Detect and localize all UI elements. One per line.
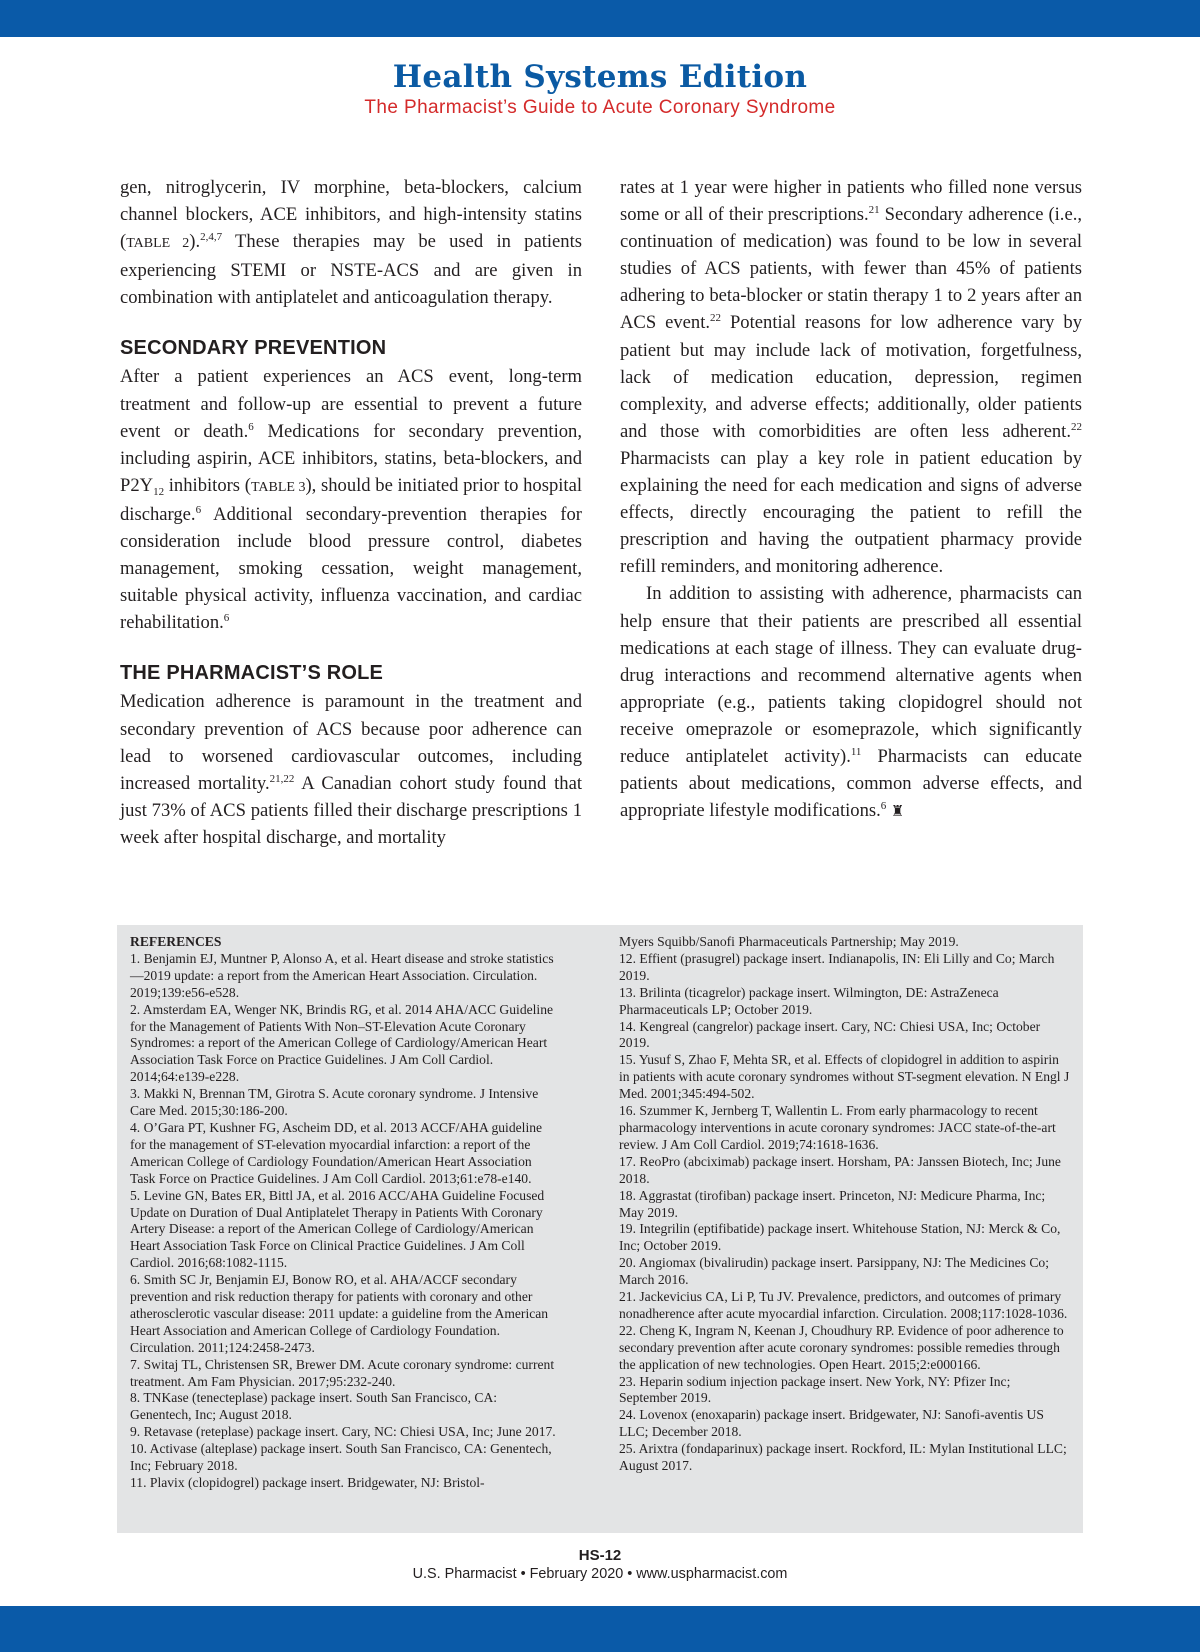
citation: 6 bbox=[223, 612, 230, 625]
pharmacist-actions-paragraph: In addition to assisting with adherence, pharmacists can help ensure that their patients are prescribed all essential medications at each stage of illness. They can evaluate drug-drug interactions and recommend alternative agents when appropriate (e.g., patients taking clopidogrel should not receive omeprazole or esomeprazole, which significantly reduce antiplatelet activity).$^{11}$ Pharmacists can educate patients about medications, common adverse effects, and appropriate lifestyle modifications.$^6$ ♜ bbox=[620, 583, 1083, 822]
reference-item: 21. Jackevicius CA, Li P, Tu JV. Prevalence, predictors, and outcomes of primary nonadherence after acute myocardial infarction. Circulation. 2008;117:1028-1036. bbox=[619, 1289, 1068, 1321]
references-right-column bbox=[619, 934, 1071, 1475]
reference-item: 13. Brilinta (ticagrelor) package insert. Wilmington, DE: AstraZeneca Pharmaceuticals LP; October 2019. bbox=[619, 984, 999, 1017]
reference-item: 19. Integrilin (eptifibatide) package insert. Whitehouse Station, NJ: Merck & Co, Inc; October 2019. bbox=[619, 1221, 1061, 1254]
reference-item: 7. Switaj TL, Christensen SR, Brewer DM. Acute coronary syndrome: current treatment. Am Fam Physician. 2017;95:232-240. bbox=[130, 1356, 555, 1389]
citation: 11 bbox=[850, 745, 862, 758]
citation: 22 bbox=[710, 312, 722, 325]
citation: 22 bbox=[1071, 420, 1082, 433]
reference-item: 3. Makki N, Brennan TM, Girotra S. Acute coronary syndrome. J Intensive Care Med. 2015;30:186-200. bbox=[130, 1086, 539, 1119]
top-brand-bar bbox=[0, 0, 1200, 37]
reference-item: 9. Retavase (reteplase) package insert. Cary, NC: Chiesi USA, Inc; June 2017. bbox=[130, 1424, 556, 1440]
reference-item: 25. Arixtra (fondaparinux) package insert. Rockford, IL: Mylan Institutional LLC; August 2017. bbox=[619, 1441, 1067, 1474]
references-left-column bbox=[130, 934, 560, 1492]
subscript: 12 bbox=[153, 485, 165, 498]
citation: 6 bbox=[248, 420, 254, 433]
reference-item: 22. Cheng K, Ingram N, Keenan J, Choudhury RP. Evidence of poor adherence to secondary prevention after acute coronary syndromes: possible remedies through the application of new technologies. Open Heart. 2015;2:e000166. bbox=[619, 1322, 1064, 1372]
reference-item: 2. Amsterdam EA, Wenger NK, Brindis RG, et al. 2014 AHA/ACC Guideline for the Management of Patients With Non–ST-Elevation Acute Coronary Syndromes: a report of the American College of Cardiology/American Heart Association Task Force on Practice Guidelines. J Am Coll Cardiol. 2014;64:e139-e228. bbox=[130, 1001, 554, 1085]
right-column bbox=[620, 174, 1082, 826]
reference-item: 20. Angiomax (bivalirudin) package insert. Parsippany, NJ: The Medicines Co; March 2016. bbox=[619, 1255, 1050, 1288]
reference-item: 15. Yusuf S, Zhao F, Mehta SR, et al. Effects of clopidogrel in addition to aspirin in patients with acute coronary syndromes without ST-segment elevation. N Engl J Med. 2001;345:494-502. bbox=[619, 1052, 1070, 1102]
citation: 21,22 bbox=[269, 772, 295, 785]
intro-paragraph: gen, nitroglycerin, IV morphine, beta-blockers, calcium channel blockers, ACE inhibitors, and high-intensity statins (TABLE 2).$^{2,4,7}$ These therapies may be used in patients experiencing STEMI or NSTE-ACS and are given in combination with antiplatelet and anticoagulation therapy. bbox=[120, 177, 583, 309]
secondary-prevention-heading: SECONDARY PREVENTION bbox=[120, 337, 387, 360]
reference-item: 4. O’Gara PT, Kushner FG, Ascheim DD, et al. 2013 ACCF/AHA guideline for the management of ST-elevation myocardial infarction: a report of the American College of Cardiology Foundation/American Heart Association Task Force on Practice Guidelines. J Am Coll Cardiol. 2013;61:e78-e140. bbox=[130, 1119, 543, 1186]
table-3-reference: TABLE 3 bbox=[250, 479, 306, 495]
references-heading: REFERENCES bbox=[130, 934, 222, 949]
reference-item: 16. Szummer K, Jernberg T, Wallentin L. From early pharmacology to recent pharmacology interventions in acute coronary syndromes: JACC state-of-the-art review. J Am Coll Cardiol. 2019;74:1618-1636. bbox=[619, 1103, 1056, 1152]
references-box bbox=[117, 925, 1083, 1533]
reference-item: Myers Squibb/Sanofi Pharmaceuticals Partnership; May 2019. bbox=[619, 934, 959, 949]
publication-line: U.S. Pharmacist • February 2020 • www.uspharmacist.com bbox=[412, 1566, 788, 1582]
adherence-paragraph: rates at 1 year were higher in patients who filled none versus some or all of their prescriptions.$^{21}$ Secondary adherence (i.e., continuation of medication) was found to be low in several studies of ACS patients, with fewer than 45% of patients adhering to beta-blocker or statin therapy 1 to 2 years after an ACS event.$^{22}$ Potential reasons for low adherence vary by patient but may include lack of motivation, forgetfulness, lack of medication education, depression, regimen complexity, and adverse effects; additionally, older patients and those with comorbidities are often less adherent.$^{22}$ Pharmacists can play a key role in patient education by explaining the need for each medication and signs of adverse effects, directly encouraging the patient to refill the prescription and having the outpatient pharmacy provide refill reminders, and monitoring adherence. bbox=[620, 177, 1083, 578]
reference-item: 1. Benjamin EJ, Muntner P, Alonso A, et al. Heart disease and stroke statistics—2019 update: a report from the American Heart Association. Circulation. 2019;139:e56-e528. bbox=[130, 950, 554, 1000]
reference-item: 23. Heparin sodium injection package insert. New York, NY: Pfizer Inc; September 2019. bbox=[619, 1373, 1011, 1406]
article-subtitle: The Pharmacist’s Guide to Acute Coronary Syndrome bbox=[364, 97, 836, 118]
bottom-brand-bar bbox=[0, 1606, 1200, 1652]
citation: 6 bbox=[195, 503, 202, 516]
edition-title: Health Systems Edition bbox=[392, 59, 808, 95]
reference-item: 8. TNKase (tenecteplase) package insert. South San Francisco, CA: Genentech, Inc; August 2018. bbox=[130, 1390, 498, 1423]
end-of-article-icon: ♜ bbox=[890, 804, 905, 821]
reference-item: 14. Kengreal (cangrelor) package insert. Cary, NC: Chiesi USA, Inc; October 2019. bbox=[619, 1018, 1041, 1051]
secondary-prevention-paragraph: After a patient experiences an ACS event, long-term treatment and follow-up are essential to prevent a future event or death.$^6$ Medications for secondary prevention, including aspirin, ACE inhibitors, statins, beta-blockers, and $P2Y_{12}$ inhibitors (TABLE 3), should be initiated prior to hospital discharge.$^6$ Additional secondary-prevention therapies for consideration include blood pressure control, diabetes management, smoking cessation, weight management, suitable physical activity, influenza vaccination, and cardiac rehabilitation.$^6$ bbox=[120, 366, 582, 634]
reference-item: 6. Smith SC Jr, Benjamin EJ, Bonow RO, et al. AHA/ACCF secondary prevention and risk reduction therapy for patients with coronary and other atherosclerotic vascular disease: 2011 update: a guideline from the American Heart Association and American College of Cardiology Foundation. Circulation. 2011;124:2458-2473. bbox=[130, 1272, 549, 1355]
reference-item: 17. ReoPro (abciximab) package insert. Horsham, PA: Janssen Biotech, Inc; June 2018. bbox=[619, 1153, 1061, 1186]
reference-item: 18. Aggrastat (tirofiban) package insert. Princeton, NJ: Medicure Pharma, Inc; May 2019. bbox=[619, 1187, 1046, 1220]
page-footer bbox=[0, 1547, 1200, 1584]
citation: 2,4,7 bbox=[200, 231, 223, 244]
pharmacist-role-heading: THE PHARMACIST’S ROLE bbox=[120, 662, 384, 685]
reference-item: 10. Activase (alteplase) package insert. South San Francisco, CA: Genentech, Inc; February 2018. bbox=[130, 1441, 552, 1474]
reference-item: 12. Effient (prasugrel) package insert. Indianapolis, IN: Eli Lilly and Co; March 2019. bbox=[619, 950, 1055, 983]
page-number: HS-12 bbox=[578, 1547, 622, 1564]
citation: 21 bbox=[868, 204, 880, 217]
table-2-reference: TABLE 2 bbox=[126, 236, 190, 252]
citation: 6 bbox=[880, 800, 887, 813]
reference-item: 11. Plavix (clopidogrel) package insert. Bridgewater, NJ: Bristol- bbox=[130, 1475, 485, 1490]
reference-item: 5. Levine GN, Bates ER, Bittl JA, et al. 2016 ACC/AHA Guideline Focused Update on Duration of Dual Antiplatelet Therapy in Patients With Coronary Artery Disease: a report of the American College of Cardiology/American Heart Association Task Force on Clinical Practice Guidelines. J Am Coll Cardiol. 2016;68:1082-1115. bbox=[130, 1187, 545, 1271]
left-column bbox=[120, 174, 582, 851]
pharmacist-role-paragraph: Medication adherence is paramount in the treatment and secondary prevention of ACS because poor adherence can lead to worsened cardiovascular outcomes, including increased mortality.$^{21,22}$ A Canadian cohort study found that just 73% of ACS patients filled their discharge prescriptions 1 week after hospital discharge, and mortality bbox=[120, 691, 582, 848]
masthead bbox=[0, 58, 1200, 120]
reference-item: 24. Lovenox (enoxaparin) package insert. Bridgewater, NJ: Sanofi-aventis US LLC; December 2018. bbox=[619, 1407, 1044, 1440]
